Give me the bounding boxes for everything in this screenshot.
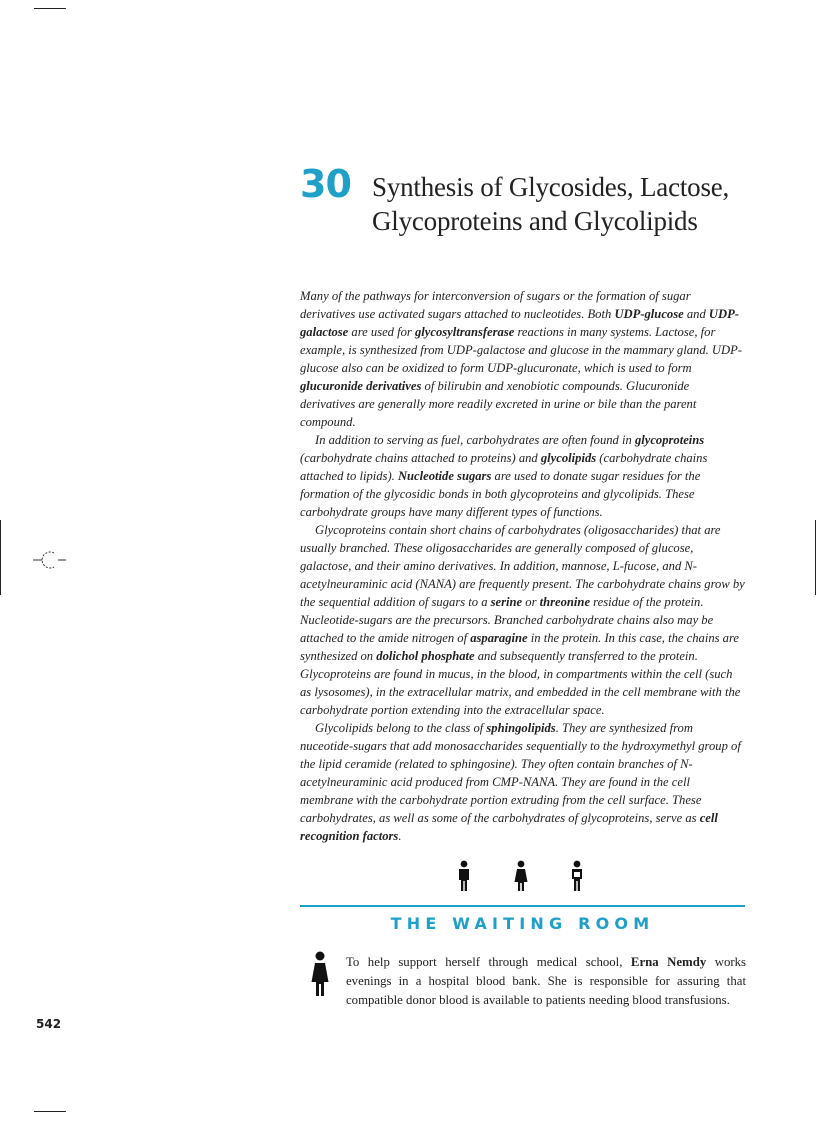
bold-term: serine: [490, 595, 523, 609]
text-run: and subsequently transferred to the protein. Glycoproteins are found in mucus, in the blood, in compartments within the cell (such as lysosomes), in the extracellular matrix, and embedded in the cell membrane with the carbohydrate portion extending into the extracellular space.: [300, 649, 741, 717]
person-female-icon: [513, 860, 529, 892]
intro-paragraph-3: [300, 521, 746, 719]
text-run: are used to donate sugar residues for the formation of the glycosidic bonds in both glycoproteins and glycolipids. These carbohydrate groups have many different types of functions.: [300, 469, 701, 519]
case-paragraph: [346, 953, 746, 1010]
person-male-icon: [456, 860, 472, 892]
page-number: 542: [36, 1017, 62, 1031]
patient-icons: [456, 860, 586, 892]
crop-mark-bottom: [34, 1111, 66, 1112]
text-run: and: [683, 307, 709, 321]
bold-term: Erna Nemdy: [630, 955, 707, 969]
bold-term: Nucleotide sugars: [397, 469, 492, 483]
chapter-introduction: [300, 287, 746, 845]
chapter-title: Synthesis of Glycosides, Lactose, Glycoproteins and Glycolipids: [372, 172, 730, 236]
bold-term: glycoproteins: [634, 433, 705, 447]
chapter-number: 30: [300, 162, 351, 206]
bold-term: asparagine: [470, 631, 528, 645]
text-run: In addition to serving as fuel, carbohydrates are often found in: [315, 433, 635, 447]
bold-term: cell recognition factors: [300, 811, 718, 843]
bold-term: UDP-galactose: [300, 307, 739, 339]
patient-female-icon: [310, 951, 330, 997]
text-run: or: [522, 595, 540, 609]
registration-mark-icon: [30, 548, 70, 572]
bold-term: glycolipids: [540, 451, 597, 465]
bold-term: sphingolipids: [486, 721, 556, 735]
intro-paragraph-1: [300, 287, 746, 431]
person-child-icon: [569, 860, 585, 892]
text-run: of bilirubin and xenobiotic compounds. Glucuronide derivatives are generally more readily excreted in urine or bile than the parent compound.: [300, 379, 697, 429]
intro-paragraph-2: [300, 431, 746, 521]
bold-term: glycosyltransferase: [414, 325, 515, 339]
text-run: are used for: [348, 325, 415, 339]
bold-term: glucuronide derivatives: [300, 379, 422, 393]
text-run: in the protein. In this case, the chains are synthesized on: [300, 631, 739, 663]
bold-term: threonine: [539, 595, 591, 609]
text-run: works evenings in a hospital blood bank. She is responsible for assuring that compatible donor blood is available to patients needing blood transfusions.: [346, 955, 747, 1007]
section-title: THE WAITING ROOM: [390, 914, 655, 933]
text-run: .: [398, 829, 402, 843]
section-rule: [300, 905, 745, 907]
intro-paragraph-4: [300, 719, 746, 845]
text-run: To help support herself through medical school,: [346, 955, 631, 969]
text-run: Glycolipids belong to the class of: [315, 721, 487, 735]
text-run: (carbohydrate chains attached to proteins) and: [300, 451, 541, 465]
text-run: residue of the protein. Nucleotide-sugars are the precursors. Branched carbohydrate chains also may be attached to the amide nitrogen of: [300, 595, 714, 645]
crop-mark-left: [0, 520, 1, 595]
text-run: . They are synthesized from nuceotide-sugars that add monosaccharides sequentially to the hydroxymethyl group of the lipid ceramide (related to sphingosine). They often contain branches of N-acetylneuraminic acid produced from CMP-NANA. They are found in the cell membrane with the carbohydrate portion extruding from the cell surface. These carbohydrates, as well as some of the carbohydrates of glycoproteins, serve as: [300, 721, 741, 825]
bold-term: UDP-glucose: [614, 307, 684, 321]
text-run: Many of the pathways for interconversion of sugars or the formation of sugar derivatives use activated sugars attached to nucleotides. Both: [300, 289, 691, 321]
bold-term: dolichol phosphate: [376, 649, 475, 663]
text-run: Glycoproteins contain short chains of carbohydrates (oligosaccharides) that are usually branched. These oligosaccharides are generally composed of glucose, galactose, and their amino derivatives. In addition, mannose, L-fucose, and N-acetylneuraminic acid (NANA) are frequently present. The carbohydrate chains grow by the sequential addition of sugars to a: [300, 523, 745, 609]
crop-mark-top: [34, 8, 66, 9]
text-run: reactions in many systems. Lactose, for example, is synthesized from UDP-galactose and glucose in the mammary gland. UDP-glucose also can be oxidized to form UDP-glucuronate, which is used to form: [300, 325, 742, 375]
text-run: (carbohydrate chains attached to lipids).: [300, 451, 708, 483]
